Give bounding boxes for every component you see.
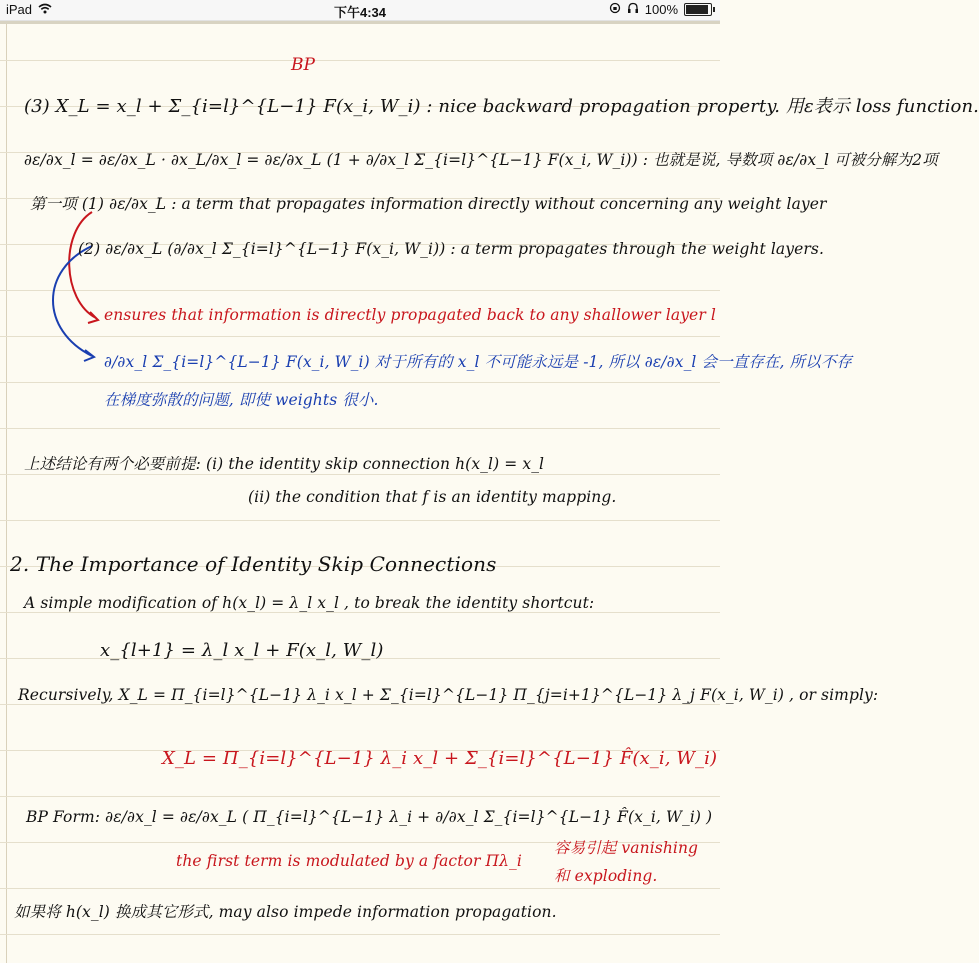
section-heading: 2. The Importance of Identity Skip Connections	[10, 552, 497, 576]
note-line: the first term is modulated by a factor Πλ_i	[176, 852, 522, 870]
note-line: A simple modification of h(x_l) = λ_l x_l , to break the identity shortcut:	[24, 594, 595, 612]
note-line: (2) ∂ε/∂x_L (∂/∂x_l Σ_{i=l}^{L−1} F(x_i, W_i)) : a term propagates through the weight layers.	[78, 240, 824, 258]
ruled-line	[0, 336, 720, 337]
note-line: (3) X_L = x_l + Σ_{i=l}^{L−1} F(x_i, W_i) : nice backward propagation property. 用ε表示 loss function.	[24, 96, 979, 117]
battery-icon	[684, 3, 712, 16]
battery-percentage: 100%	[644, 2, 678, 17]
rotation-lock-icon	[609, 2, 621, 17]
battery-fill	[686, 5, 708, 14]
note-line: 和 exploding.	[554, 867, 658, 885]
note-line: ensures that information is directly propagated back to any shallower layer l	[104, 306, 716, 324]
ruled-line	[0, 474, 720, 475]
ruled-line	[0, 428, 720, 429]
note-line: (ii) the condition that f is an identity mapping.	[248, 488, 617, 506]
status-bar	[0, 0, 720, 21]
equation-line: x_{l+1} = λ_l x_l + F(x_l, W_l)	[100, 640, 384, 661]
equation-line: Recursively, X_L = Π_{i=l}^{L−1} λ_i x_l + Σ_{i=l}^{L−1} Π_{j=i+1}^{L−1} λ_j F(x_i, W_i) , or simply:	[18, 686, 879, 704]
note-line: 在梯度弥散的问题, 即使 weights 很小.	[104, 391, 379, 409]
device-label: iPad	[6, 2, 33, 17]
headphones-icon	[627, 2, 639, 17]
ruled-line	[0, 290, 720, 291]
ruled-line	[0, 704, 720, 705]
ruled-line	[0, 60, 720, 61]
equation-line: X_L = Π_{i=l}^{L−1} λ_i x_l + Σ_{i=l}^{L−1} F̂(x_i, W_i)	[162, 748, 718, 769]
ruled-line	[0, 888, 720, 889]
note-line: 第一项 (1) ∂ε/∂x_L : a term that propagates information directly without concerning any weight layer	[30, 195, 827, 213]
note-line: ∂/∂x_l Σ_{i=l}^{L−1} F(x_i, W_i) 对于所有的 x_l 不可能永远是 -1, 所以 ∂ε/∂x_l 会一直存在, 所以不存	[104, 353, 852, 371]
ruled-line	[0, 612, 720, 613]
status-right	[609, 2, 712, 17]
note-line: 上述结论有两个必要前提: (i) the identity skip connection h(x_l) = x_l	[24, 455, 545, 473]
ruled-line	[0, 382, 720, 383]
margin-line	[6, 24, 7, 963]
ruled-line	[0, 934, 720, 935]
ruled-line	[0, 520, 720, 521]
note-line: 容易引起 vanishing	[554, 839, 699, 857]
bp-annotation: BP	[291, 55, 315, 75]
equation-line: BP Form: ∂ε/∂x_l = ∂ε/∂x_L ( Π_{i=l}^{L−1} λ_i + ∂/∂x_l Σ_{i=l}^{L−1} F̂(x_i, W_i) )	[26, 808, 713, 826]
note-line: ∂ε/∂x_l = ∂ε/∂x_L · ∂x_L/∂x_l = ∂ε/∂x_L (1 + ∂/∂x_l Σ_{i=l}^{L−1} F(x_i, W_i)) : 也就是说, 导数项 ∂ε/∂x_l 可被分解为2项	[24, 151, 938, 169]
ruled-line	[0, 796, 720, 797]
status-time: 下午4:34	[333, 5, 387, 20]
note-line: 如果将 h(x_l) 换成其它形式, may also impede information propagation.	[14, 903, 557, 921]
